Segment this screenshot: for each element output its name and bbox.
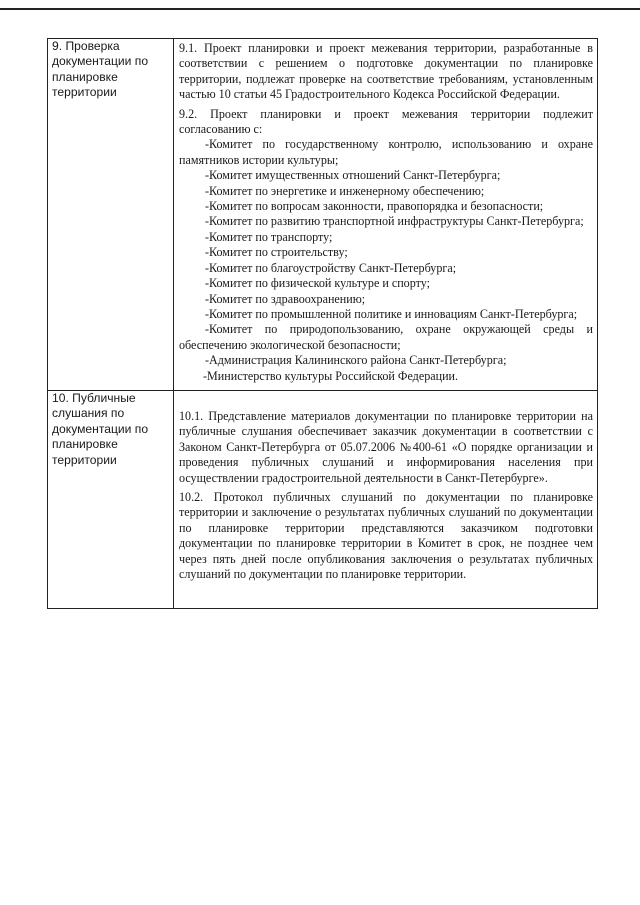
paragraph: 10.1. Представление материалов документации по планировке территории на публичные слушания обеспечивает заказчик документации в соответствии с Законом Санкт-Петербурга от 05.07.2006 №400-61 «О порядке организации и проведения публичных слушаний и информирования населения при осуществлении градостроительной деятельности в Санкт-Петербурге». xyxy=(179,408,593,485)
list-item: -Министерство культуры Российской Федерации. xyxy=(203,368,459,383)
list-item: -Комитет по транспорту; xyxy=(205,229,333,244)
list-item: -Администрация Калининского района Санкт-Петербурга; xyxy=(205,353,507,368)
list-item: -Комитет по благоустройству Санкт-Петербурга; xyxy=(205,260,457,275)
approval-intro: 9.2. Проект планировки и проект межевания территории подлежит согласованию с: xyxy=(179,106,593,137)
document-table xyxy=(47,38,598,609)
row-content-cell xyxy=(174,39,598,391)
list-item: -Комитет по промышленной политике и инновациям Санкт-Петербурга; xyxy=(205,306,578,321)
list-item: -Комитет по вопросам законности, правопорядка и безопасности; xyxy=(205,199,544,214)
table-row xyxy=(48,390,598,608)
list-item: -Комитет по энергетике и инженерному обеспечению; xyxy=(205,183,485,198)
list-item: -Комитет по государственному контролю, использованию и охране памятников истории культуры; xyxy=(179,137,593,167)
row-label-cell xyxy=(48,39,174,391)
list-item: -Комитет по развитию транспортной инфраструктуры Санкт-Петербурга; xyxy=(205,214,584,229)
table-row xyxy=(48,39,598,391)
list-item: -Комитет по природопользованию, охране окружающей среды и обеспечению экологической безопасности; xyxy=(179,322,593,352)
list-item: -Комитет по здравоохранению; xyxy=(205,291,366,306)
row-label: 9. Проверка документации по планировке территории xyxy=(52,39,149,100)
paragraph: 9.1. Проект планировки и проект межевания территории, разработанные в соответствии с решением о подготовке документации по планировке территории, подлежат проверке на соответствие требованиям, установленным частью 10 статьи 45 Градостроительного Кодекса Российской Федерации. xyxy=(179,41,593,102)
row-label: 10. Публичные слушания по документации по планировке территории xyxy=(52,390,149,467)
top-border-line xyxy=(0,8,640,10)
row-label-cell xyxy=(48,390,174,608)
list-item: -Комитет по строительству; xyxy=(205,245,348,260)
list-item: -Комитет по физической культуре и спорту; xyxy=(205,276,430,291)
row-content-cell xyxy=(174,390,598,608)
paragraph: 10.2. Протокол публичных слушаний по документации по планировке территории и заключение о результатах публичных слушаний по документации по планировке территории представляются заказчиком подготовки документации по планировке территории в Комитет в срок, не позднее чем через пять дней после опубликования заключения о результатах публичных слушаний по документации по планировке территории. xyxy=(179,489,593,581)
list-item: -Комитет имущественных отношений Санкт-Петербурга; xyxy=(205,168,501,183)
